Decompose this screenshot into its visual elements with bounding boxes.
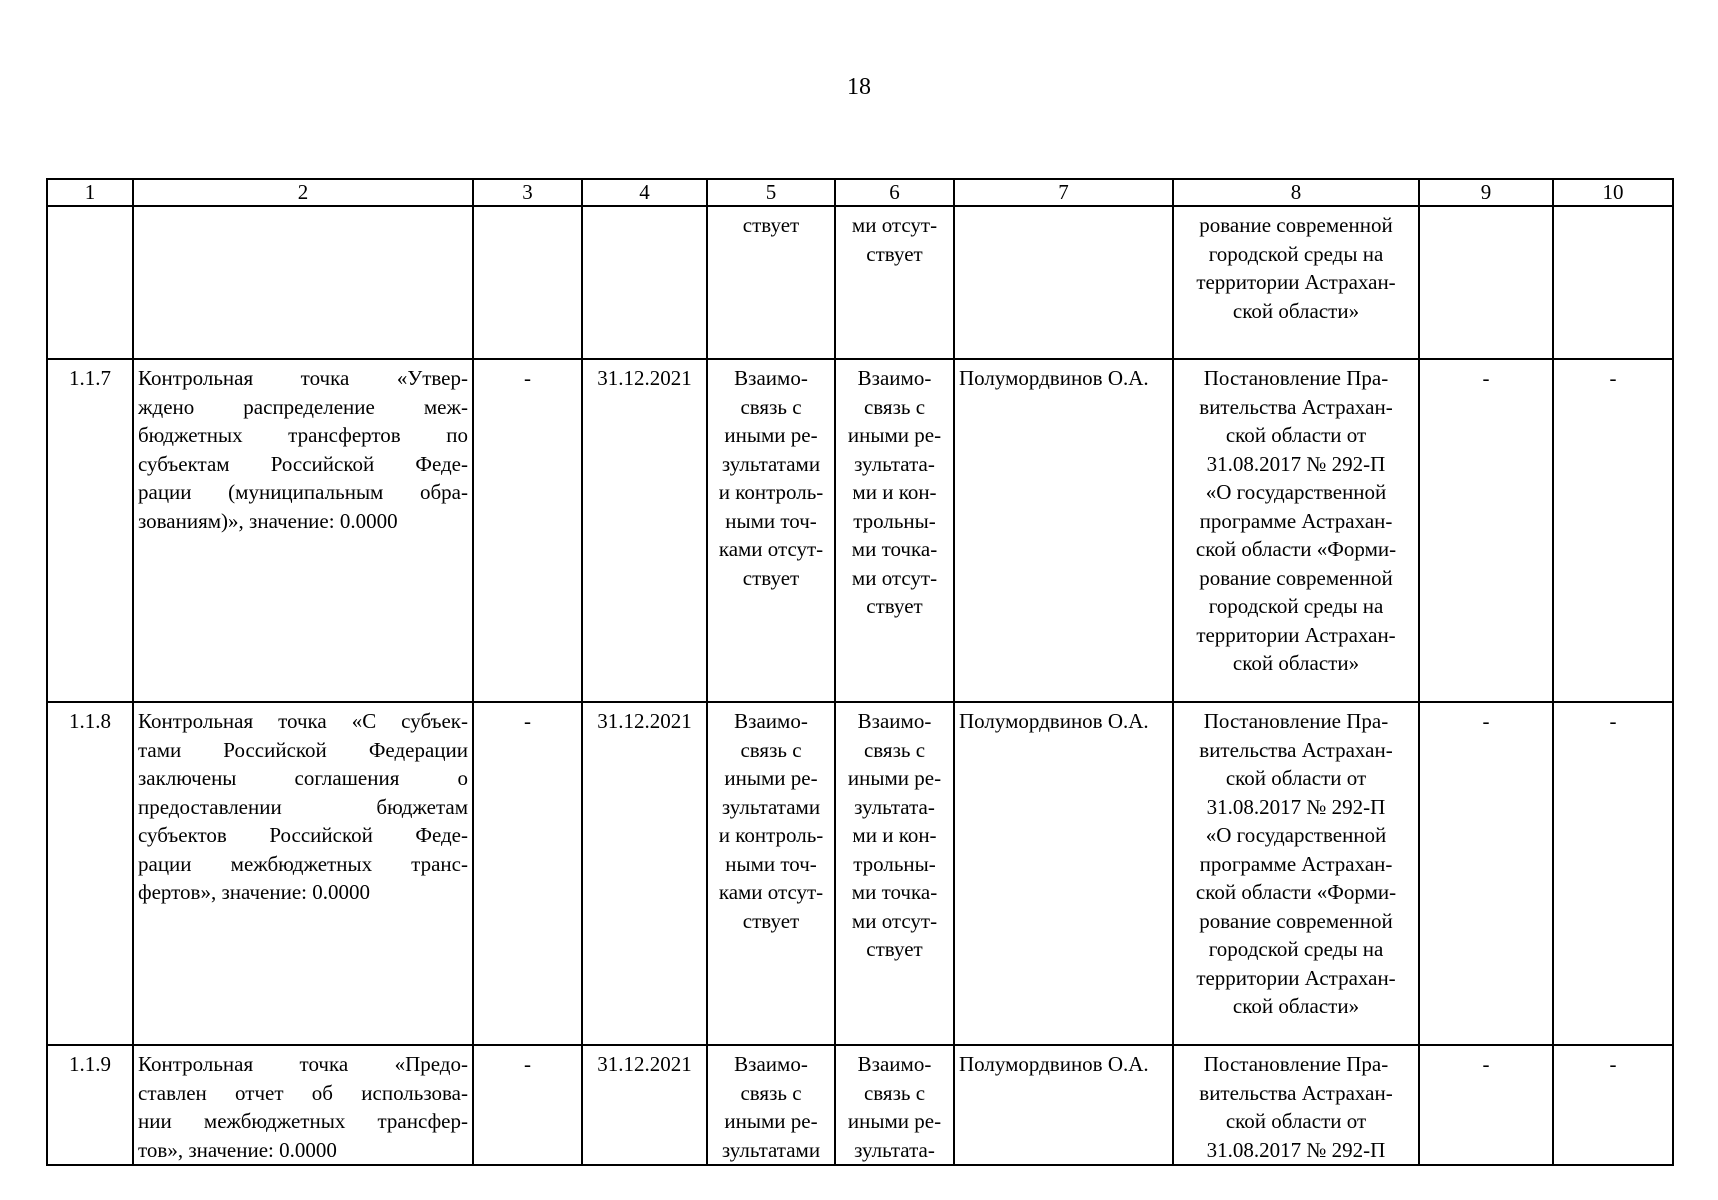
next-link-line: ствует: [866, 594, 923, 618]
control-point-name-cell: [133, 1045, 473, 1165]
next-link-line: Взаимо-: [857, 366, 932, 390]
column-9-value: -: [1482, 709, 1490, 733]
table-row: [47, 1045, 1673, 1165]
next-link-line: ми отсут-: [851, 908, 938, 933]
next-link-line: ми отсут-: [851, 213, 938, 237]
column-9-value: -: [1482, 1052, 1490, 1076]
document-line: ской области»: [1232, 298, 1360, 323]
previous-link-line: связь с: [740, 1080, 802, 1105]
table-row: [47, 702, 1673, 1045]
previous-link-line: связь с: [740, 737, 802, 762]
next-link-cell: [835, 359, 954, 702]
column-9-cell: [1419, 359, 1553, 702]
next-link-line: ми и кон-: [852, 480, 937, 504]
column-3-cell: [473, 206, 582, 359]
deadline-cell: [582, 359, 707, 702]
column-10-cell: [1553, 702, 1673, 1045]
document-line: «О государственной: [1205, 823, 1387, 847]
document-line: программе Астрахан-: [1199, 508, 1393, 533]
next-link-cell: [835, 702, 954, 1045]
item-number: 1.1.7: [69, 366, 111, 390]
document-line: городской среды на: [1208, 241, 1384, 266]
document-line: ской области»: [1232, 994, 1360, 1018]
document-line: ской области»: [1232, 651, 1360, 675]
document-line: 31.08.2017 № 292-П: [1206, 1137, 1386, 1162]
next-link-line: ствует: [866, 241, 923, 266]
document-line: территории Астрахан-: [1196, 270, 1396, 294]
next-link-line: ми точка-: [851, 880, 938, 904]
column-header: 9: [1419, 179, 1553, 206]
page-number: 18: [847, 74, 871, 100]
next-link-line: связь с: [863, 1080, 926, 1105]
previous-link-line: Взаимо-: [734, 709, 808, 733]
item-number: 1.1.9: [69, 1052, 111, 1076]
document-line: вительства Астрахан-: [1199, 394, 1393, 419]
column-10-cell: [1553, 206, 1673, 359]
next-link-line: иными ре-: [847, 423, 942, 447]
column-10-value: -: [1609, 1052, 1617, 1076]
deadline-date: 31.12.2021: [597, 366, 692, 390]
control-point-name-line: субъектов Российской Феде-: [138, 823, 468, 847]
next-link-cell: [835, 1045, 954, 1165]
deadline-cell: [582, 206, 707, 359]
column-10-value: -: [1609, 709, 1617, 733]
next-link-line: трольны-: [853, 508, 936, 533]
item-number-cell: [47, 206, 133, 359]
deadline-date: 31.12.2021: [597, 709, 692, 733]
column-3-value: -: [524, 366, 531, 390]
column-header: 5: [707, 179, 835, 206]
document-line: городской среды на: [1208, 937, 1384, 961]
column-header: 7: [954, 179, 1173, 206]
control-point-name-line: предоставлении бюджетам: [138, 794, 468, 819]
document-line: Постановление Пра-: [1203, 709, 1389, 733]
responsible-cell: [954, 1045, 1173, 1165]
responsible-cell: [954, 702, 1173, 1045]
column-9-cell: [1419, 206, 1553, 359]
next-link-line: зультата-: [854, 451, 935, 476]
document-line: ской области «Форми-: [1195, 537, 1397, 561]
table-row: [47, 359, 1673, 702]
previous-link-line: ными точ-: [725, 851, 817, 876]
document-line: ской области от: [1225, 423, 1367, 447]
document-line: территории Астрахан-: [1196, 622, 1396, 647]
previous-link-line: и контроль-: [718, 480, 824, 504]
next-link-line: трольны-: [853, 851, 936, 876]
control-point-name-line: тов», значение: 0.0000: [138, 1137, 337, 1162]
previous-link-line: зультатами: [721, 1137, 821, 1162]
column-3-value: -: [524, 1052, 531, 1076]
control-point-name-line: ставлен отчет об использова-: [138, 1080, 468, 1105]
control-points-table: [46, 178, 1674, 1166]
responsible-person: Полумордвинов О.А.: [959, 709, 1149, 733]
document-line: «О государственной: [1205, 480, 1387, 504]
document-cell: [1173, 206, 1419, 359]
column-3-cell: [473, 1045, 582, 1165]
document-cell: [1173, 702, 1419, 1045]
control-point-name-line: заключены соглашения о: [138, 766, 468, 790]
control-point-name-line: тами Российской Федерации: [138, 737, 468, 762]
previous-link-line: Взаимо-: [734, 1052, 808, 1076]
previous-link-line: ствует: [742, 908, 800, 933]
previous-link-cell: [707, 702, 835, 1045]
previous-link-line: связь с: [740, 394, 802, 419]
table-row: [47, 206, 1673, 359]
item-number-cell: [47, 702, 133, 1045]
column-3-cell: [473, 702, 582, 1045]
control-point-name-line: Контрольная точка «Предо-: [138, 1052, 468, 1076]
document-line: Постановление Пра-: [1203, 1052, 1389, 1076]
control-point-name-cell: [133, 359, 473, 702]
deadline-cell: [582, 702, 707, 1045]
document-line: рование современной: [1199, 908, 1393, 933]
control-point-name-line: нии межбюджетных трансфер-: [138, 1109, 468, 1133]
column-3-cell: [473, 359, 582, 702]
responsible-cell: [954, 359, 1173, 702]
document-line: рование современной: [1199, 565, 1393, 590]
document-line: 31.08.2017 № 292-П: [1206, 794, 1386, 819]
column-10-value: -: [1609, 366, 1617, 390]
previous-link-cell: [707, 1045, 835, 1165]
item-number-cell: [47, 1045, 133, 1165]
control-point-name-line: рации межбюджетных транс-: [138, 851, 468, 876]
previous-link-line: иными ре-: [724, 1109, 818, 1133]
previous-link-line: иными ре-: [724, 423, 818, 447]
control-point-name-line: субъектам Российской Феде-: [138, 451, 468, 476]
previous-link-cell: [707, 359, 835, 702]
control-point-name-line: бюджетных трансфертов по: [138, 423, 468, 447]
previous-link-line: ными точ-: [725, 508, 817, 533]
next-link-line: связь с: [863, 394, 926, 419]
column-9-value: -: [1482, 366, 1490, 390]
previous-link-cell: [707, 206, 835, 359]
document-line: программе Астрахан-: [1199, 851, 1393, 876]
control-point-name-cell: [133, 702, 473, 1045]
document-line: территории Астрахан-: [1196, 965, 1396, 990]
next-link-line: зультата-: [854, 1137, 935, 1162]
next-link-line: зультата-: [854, 794, 935, 819]
document-line: Постановление Пра-: [1203, 366, 1389, 390]
responsible-person: Полумордвинов О.А.: [959, 1052, 1149, 1076]
control-point-name-line: ждено распределение меж-: [138, 394, 468, 419]
item-number-cell: [47, 359, 133, 702]
column-header: 4: [582, 179, 707, 206]
column-header: 8: [1173, 179, 1419, 206]
control-point-name-line: Контрольная точка «С субъек-: [138, 709, 468, 733]
column-header: 2: [133, 179, 473, 206]
column-header: 1: [47, 179, 133, 206]
document-line: городской среды на: [1208, 594, 1384, 618]
column-10-cell: [1553, 1045, 1673, 1165]
previous-link-line: и контроль-: [718, 823, 824, 847]
previous-link-line: ствует: [742, 213, 800, 237]
previous-link-line: Взаимо-: [734, 366, 808, 390]
previous-link-line: ками отсут-: [718, 880, 824, 904]
item-number: 1.1.8: [69, 709, 111, 733]
next-link-line: Взаимо-: [857, 1052, 932, 1076]
previous-link-line: зультатами: [721, 794, 821, 819]
column-9-cell: [1419, 1045, 1553, 1165]
responsible-person: Полумордвинов О.А.: [959, 366, 1149, 390]
column-10-cell: [1553, 359, 1673, 702]
column-9-cell: [1419, 702, 1553, 1045]
document-line: ской области от: [1225, 1109, 1367, 1133]
document-line: 31.08.2017 № 292-П: [1206, 451, 1386, 476]
previous-link-line: ками отсут-: [718, 537, 824, 561]
responsible-cell: [954, 206, 1173, 359]
column-header: 10: [1553, 179, 1673, 206]
next-link-line: ми отсут-: [851, 565, 938, 590]
document-line: вительства Астрахан-: [1199, 1080, 1393, 1105]
next-link-line: ми и кон-: [852, 823, 937, 847]
document-line: ской области от: [1225, 766, 1367, 790]
column-header: 3: [473, 179, 582, 206]
next-link-line: иными ре-: [847, 766, 942, 790]
next-link-line: ствует: [866, 937, 923, 961]
deadline-date: 31.12.2021: [597, 1052, 692, 1076]
next-link-line: ми точка-: [851, 537, 938, 561]
control-point-name-line: Контрольная точка «Утвер-: [138, 366, 468, 390]
control-point-name-line: зованиям)», значение: 0.0000: [138, 508, 398, 533]
document-cell: [1173, 1045, 1419, 1165]
previous-link-line: ствует: [742, 565, 800, 590]
document-line: ской области «Форми-: [1195, 880, 1397, 904]
previous-link-line: иными ре-: [724, 766, 818, 790]
next-link-line: Взаимо-: [857, 709, 932, 733]
next-link-line: иными ре-: [847, 1109, 942, 1133]
document-cell: [1173, 359, 1419, 702]
deadline-cell: [582, 1045, 707, 1165]
column-3-value: -: [524, 709, 531, 733]
previous-link-line: зультатами: [721, 451, 821, 476]
document-line: рование современной: [1199, 213, 1393, 237]
header-row: [47, 179, 1673, 206]
document-line: вительства Астрахан-: [1199, 737, 1393, 762]
control-point-name-cell: [133, 206, 473, 359]
control-point-name-line: фертов», значение: 0.0000: [138, 880, 370, 904]
control-point-name-line: рации (муниципальным обра-: [138, 480, 468, 504]
next-link-cell: [835, 206, 954, 359]
column-header: 6: [835, 179, 954, 206]
next-link-line: связь с: [863, 737, 926, 762]
